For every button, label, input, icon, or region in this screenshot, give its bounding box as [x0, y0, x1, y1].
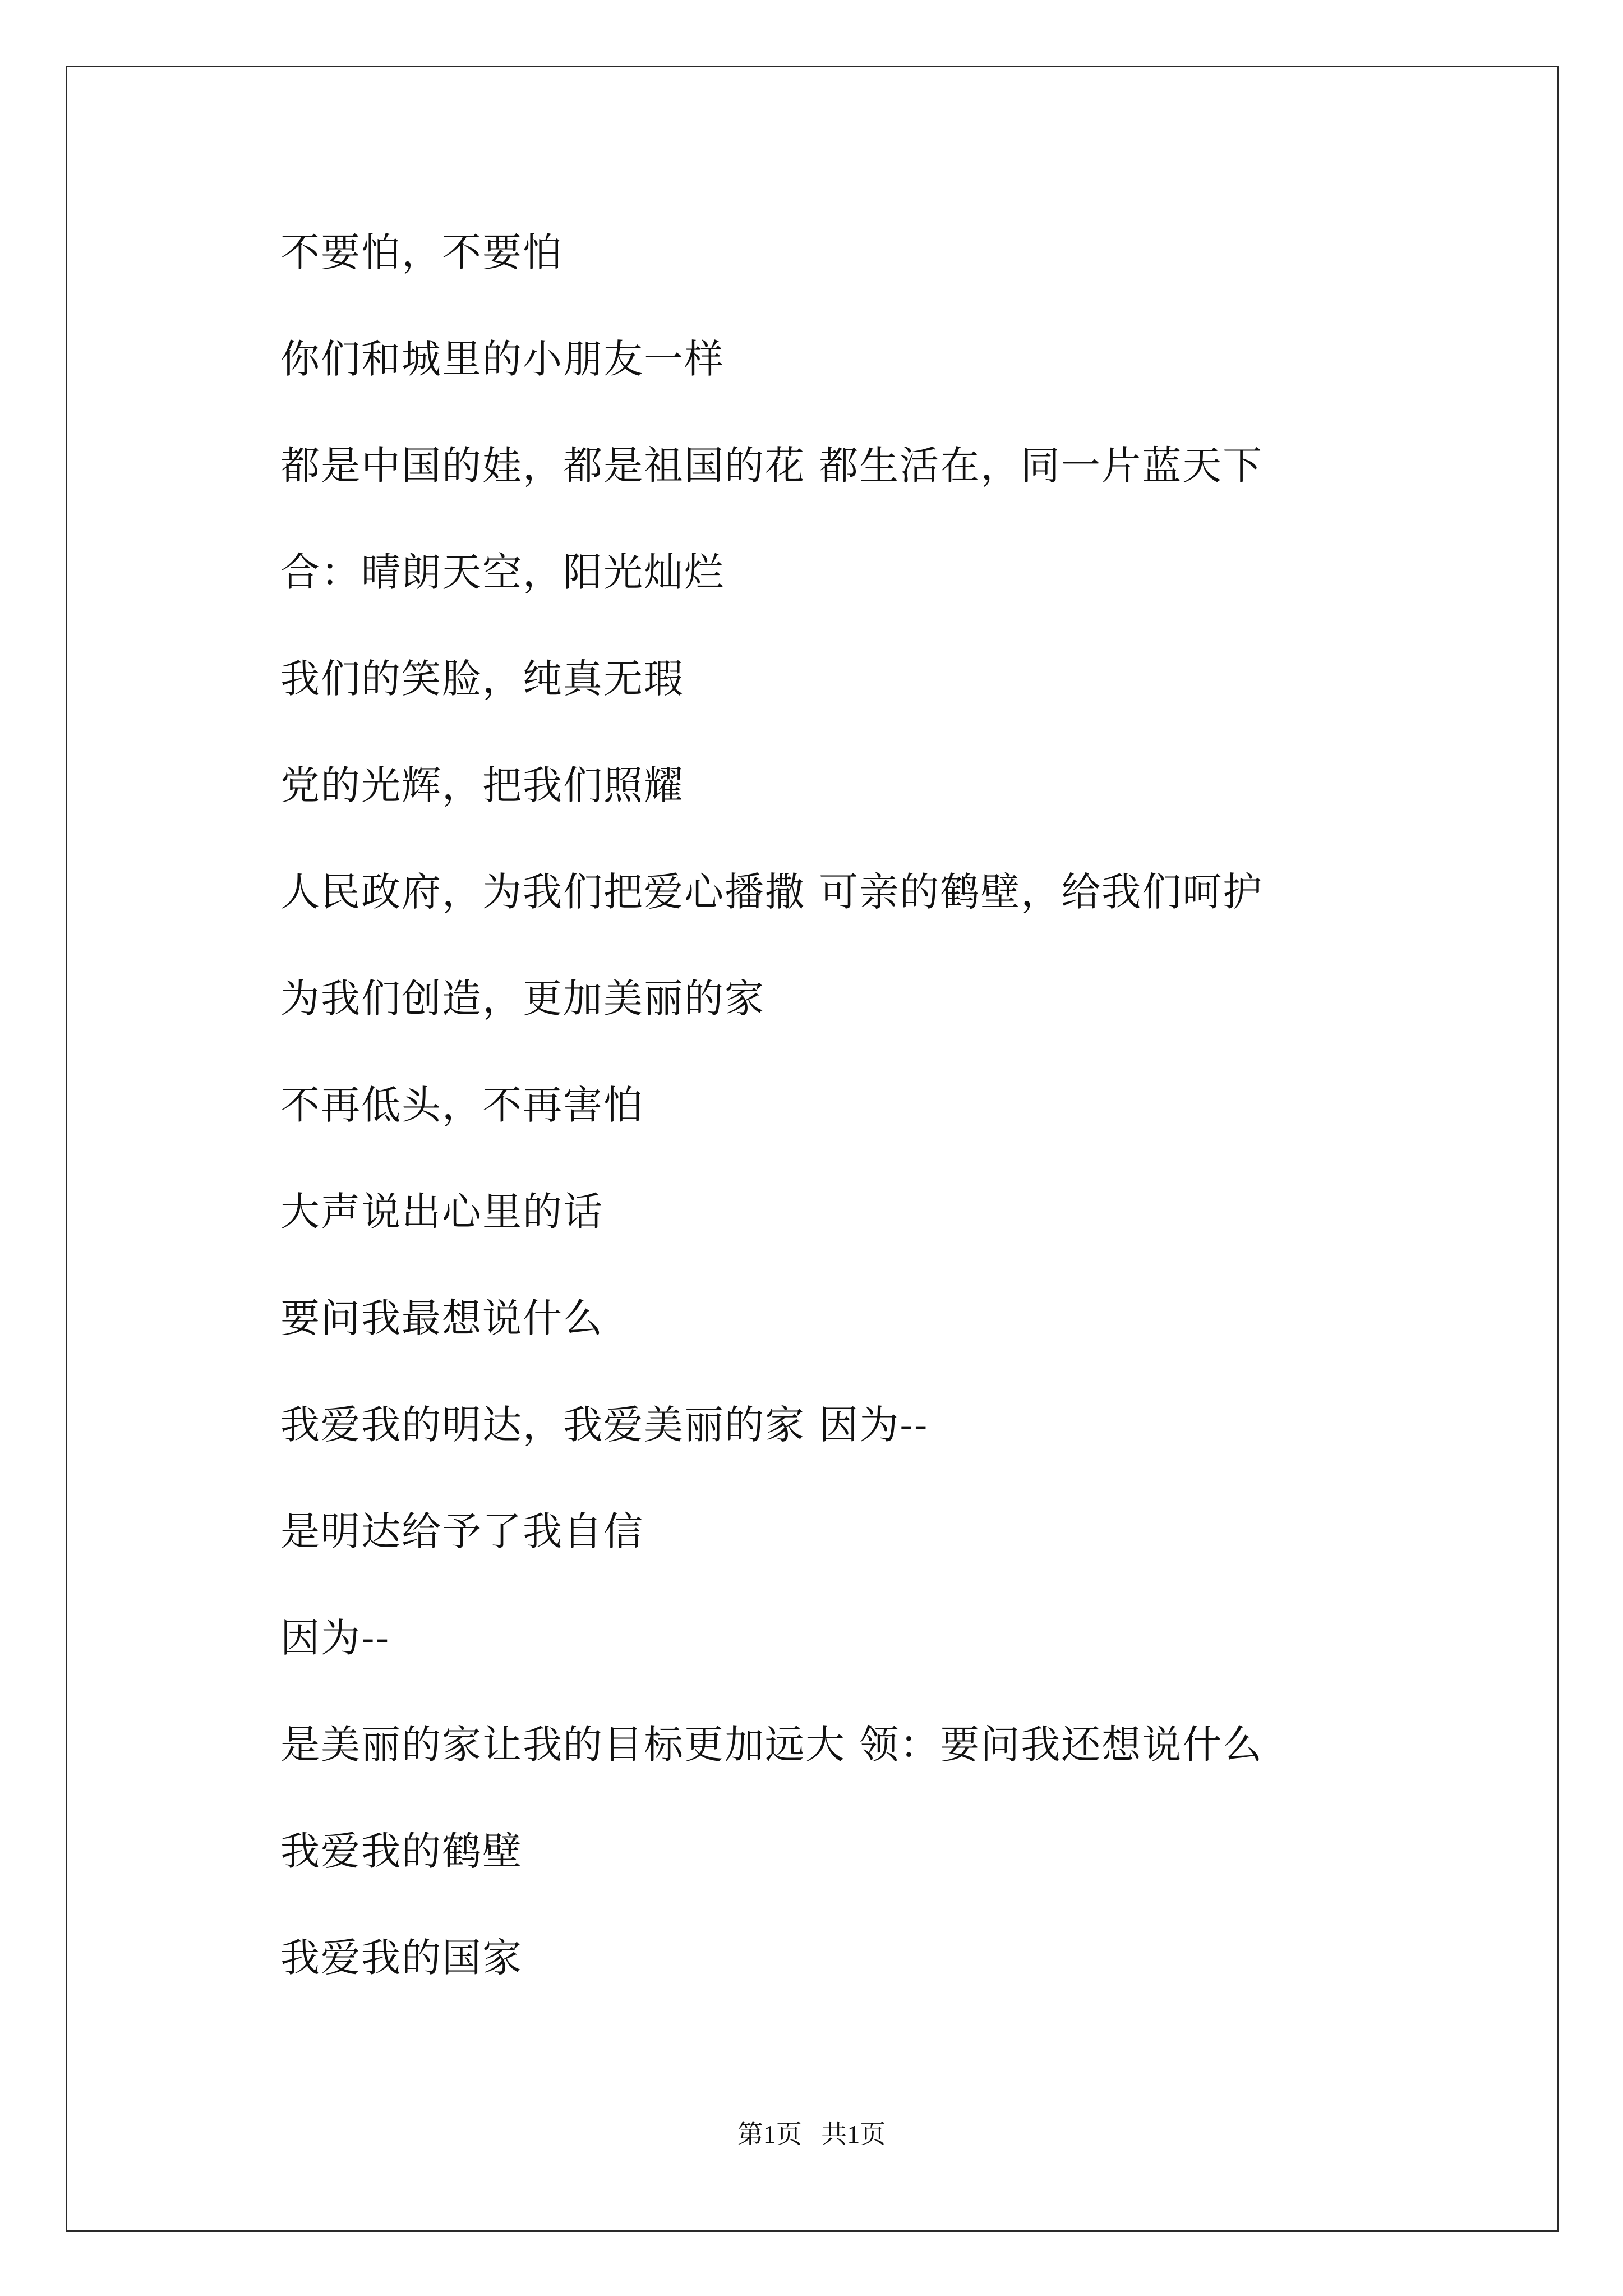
poem-line: 要问我最想说什么: [280, 1295, 603, 1341]
poem-line: 不再低头，不再害怕: [280, 1082, 644, 1128]
poem-line: 我们的笑脸，纯真无瑕: [280, 656, 684, 702]
poem-line: 不要怕，不要怕: [280, 229, 563, 275]
poem-line: 因为--: [280, 1615, 390, 1661]
poem-line: 你们和城里的小朋友一样: [280, 336, 725, 382]
poem-line: 我爱我的鹤壁: [280, 1828, 523, 1874]
poem-line: 党的光辉，把我们照耀: [280, 762, 684, 808]
poem-line: 都是中国的娃，都是祖国的花 都生活在，同一片蓝天下: [280, 443, 1264, 489]
poem-line: 合：晴朗天空，阳光灿烂: [280, 549, 725, 595]
poem-line: 我爱我的国家: [280, 1935, 523, 1981]
page-number-footer: 第1页 共1页: [737, 2120, 886, 2148]
poem-line: 是美丽的家让我的目标更加远大 领：要问我还想说什么: [280, 1722, 1264, 1768]
poem-body: [280, 222, 1430, 2033]
poem-line: 人民政府，为我们把爱心播撒 可亲的鹤壁，给我们呵护: [280, 869, 1264, 915]
poem-line: 是明达给予了我自信: [280, 1508, 644, 1554]
poem-line: 我爱我的明达，我爱美丽的家 因为--: [280, 1402, 929, 1448]
poem-line: 大声说出心里的话: [280, 1189, 603, 1235]
poem-line: 为我们创造，更加美丽的家: [280, 976, 765, 1022]
